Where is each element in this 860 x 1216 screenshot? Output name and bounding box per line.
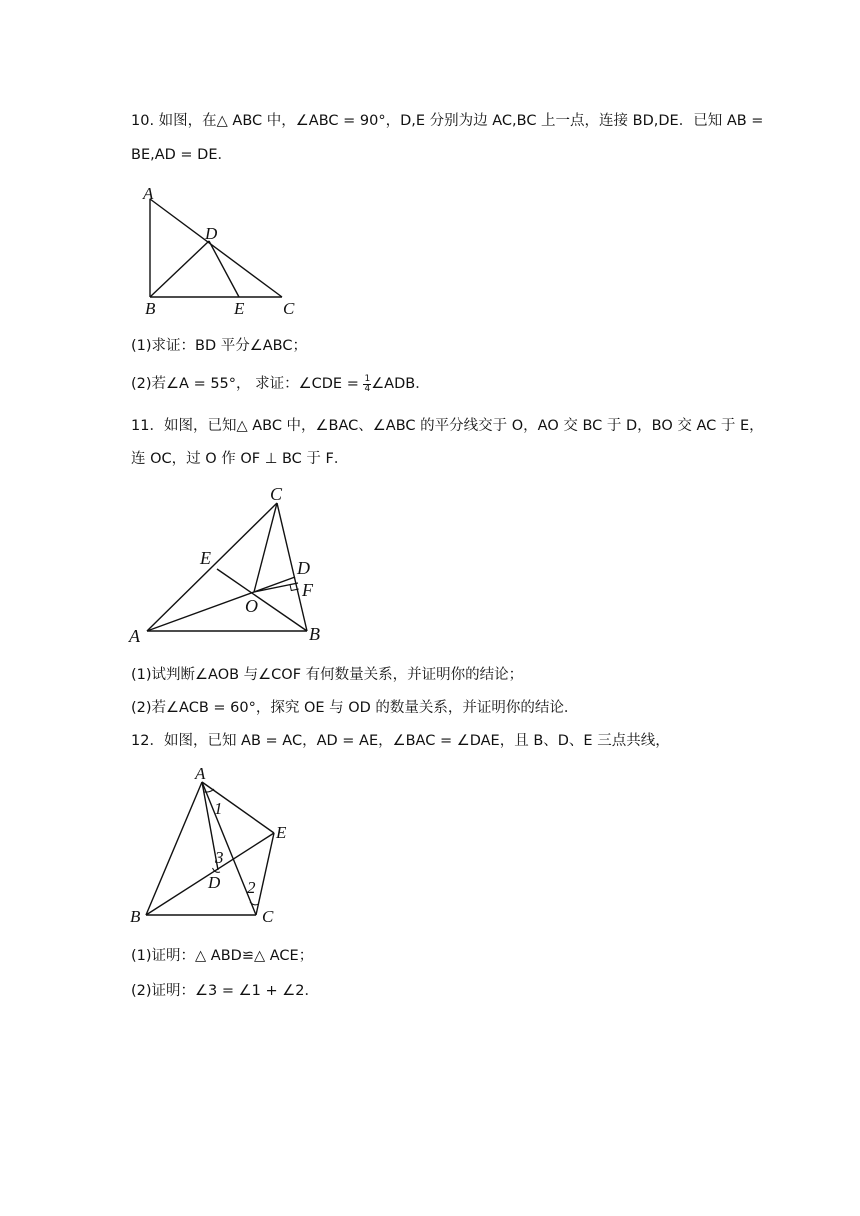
question-2-text: (2)若∠A = 55°， 求证：∠CDE = bbox=[131, 376, 364, 392]
label-B: B bbox=[130, 907, 141, 926]
segment-AD bbox=[147, 577, 295, 631]
figure-12 bbox=[126, 762, 296, 930]
problem-11-line-1: 11．如图，已知△ ABC 中，∠BAC、∠ABC 的平分线交于 O，AO 交 BC 于 D，BO 交 AC 于 E， bbox=[131, 418, 764, 434]
label-D: D bbox=[205, 224, 218, 243]
problem-11-question-2: (2)若∠ACB = 60°，探究 OE 与 OD 的数量关系，并证明你的结论． bbox=[131, 700, 579, 716]
segment-BD bbox=[150, 241, 209, 297]
label-C: C bbox=[283, 299, 295, 318]
label-C: C bbox=[262, 907, 274, 926]
label-B: B bbox=[309, 624, 320, 644]
label-B: B bbox=[145, 299, 156, 318]
label-D: D bbox=[208, 873, 221, 892]
segment-CE bbox=[256, 833, 274, 915]
label-C: C bbox=[270, 484, 283, 504]
problem-11-question-1: (1)试判断∠AOB 与∠COF 有何数量关系，并证明你的结论； bbox=[131, 667, 524, 683]
segment-DE bbox=[209, 241, 239, 297]
question-2-tail: ∠ADB． bbox=[371, 376, 430, 392]
label-E: E bbox=[200, 548, 211, 568]
problem-10-line-2: BE,AD = DE． bbox=[131, 147, 232, 163]
segment-AC bbox=[150, 199, 282, 297]
problem-10-line-1: 10. 如图，在△ ABC 中，∠ABC = 90°，D,E 分别为边 AC,BC 上一点，连接 BD,DE．已知 AB = bbox=[131, 113, 764, 129]
fraction-denominator: 4 bbox=[364, 383, 371, 394]
problem-10-question-1: (1)求证：BD 平分∠ABC； bbox=[131, 338, 307, 354]
label-F: F bbox=[302, 580, 313, 600]
label-D: D bbox=[297, 558, 310, 578]
label-O: O bbox=[245, 596, 258, 616]
label-A: A bbox=[129, 626, 140, 646]
segment-OC bbox=[254, 503, 277, 592]
problem-10-question-2 bbox=[131, 374, 430, 394]
fraction-numerator: 1 bbox=[364, 373, 371, 384]
label-2: 2 bbox=[247, 878, 256, 897]
label-E: E bbox=[234, 299, 245, 318]
problem-12-question-1: (1)证明：△ ABD≌△ ACE； bbox=[131, 948, 314, 964]
label-A: A bbox=[195, 764, 206, 783]
problem-11-line-2: 连 OC，过 O 作 OF ⊥ BC 于 F． bbox=[131, 451, 349, 467]
label-E: E bbox=[276, 823, 287, 842]
problem-12-question-2: (2)证明：∠3 = ∠1 + ∠2． bbox=[131, 983, 319, 999]
figure-10 bbox=[138, 186, 308, 321]
label-1: 1 bbox=[214, 799, 223, 818]
segment-AB bbox=[146, 782, 202, 915]
label-A: A bbox=[143, 186, 154, 203]
figure-11 bbox=[126, 482, 331, 647]
label-3: 3 bbox=[215, 848, 224, 867]
problem-12-line-1: 12．如图，已知 AB = AC，AD = AE，∠BAC = ∠DAE，且 B、D、E 三点共线， bbox=[131, 733, 670, 749]
